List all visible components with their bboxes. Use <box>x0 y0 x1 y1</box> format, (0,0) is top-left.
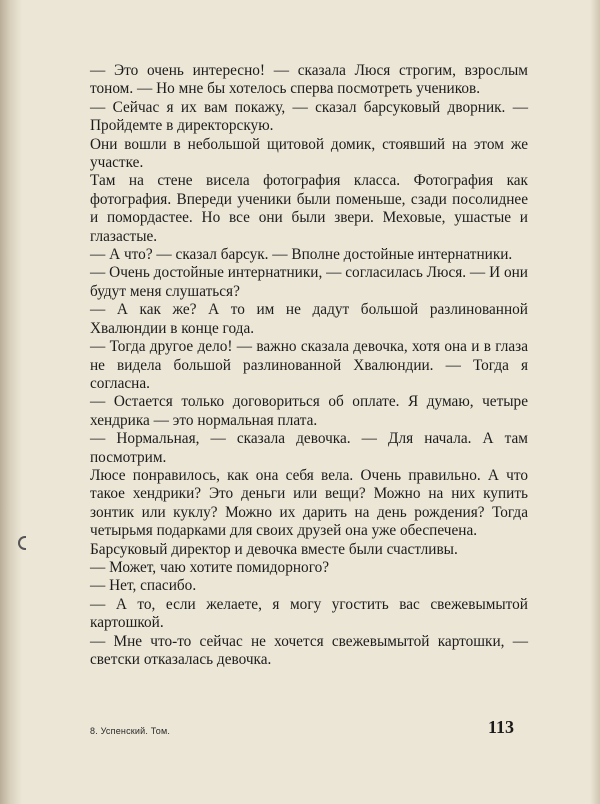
paragraph: — А что? — сказал барсук. — Вполне достойные интернатники. <box>90 246 513 264</box>
paragraph: — Тогда другое дело! — важно сказала девочка, хотя она и в глаза не видела большой разлинованной Хвалюндии. — Тогда я согласна. <box>90 338 528 392</box>
paragraph: — А как же? А то им не дадут большой разлинованной Хвалюндии в конце года. <box>90 301 528 337</box>
paragraph: — Сейчас я их вам покажу, — сказал барсуковый дворник. — Пройдемте в директорскую. <box>90 98 528 135</box>
main-text <box>90 62 528 669</box>
paragraph: Барсуковый директор и девочка вместе были счастливы. <box>90 540 458 558</box>
paragraph: Люсе понравилось, как она себя вела. Очень правильно. А что такое хендрики? Это деньги или вещи? Можно на них купить зонтик или куклу? Можно их дарить на день рождения? Тогда четырьмя подарками для своих друзей она уже обеспечена. <box>90 466 528 540</box>
paragraph: — Очень достойные интернатники, — согласилась Люся. — И они будут меня слушаться? <box>90 264 528 300</box>
paragraph: — А то, если желаете, я могу угостить вас свежевымытой картошкой. <box>90 595 528 632</box>
footer-signature: 8. Успенский. Том. <box>90 726 171 736</box>
paragraph: Они вошли в небольшой щитовой домик, стоявший на этом же участке. <box>90 135 528 172</box>
paragraph: — Это очень интересно! — сказала Люся строгим, взрослым тоном. — Но мне бы хотелось сперва посмотреть учеников. <box>90 62 528 98</box>
page-number: 113 <box>488 717 515 737</box>
spine-shadow <box>0 0 22 804</box>
page-edge <box>590 0 600 804</box>
paragraph: — Мне что-то сейчас не хочется свежевымытой картошки, — светски отказалась девочка. <box>90 632 528 668</box>
paragraph: — Может, чаю хотите помидорного? <box>90 558 330 576</box>
paragraph: — Нормальная, — сказала девочка. — Для начала. А там посмотрим. <box>90 430 528 466</box>
paragraph: — Нет, спасибо. <box>90 577 197 595</box>
paragraph: Там на стене висела фотография класса. Фотография как фотография. Впереди ученики были поменьше, сзади посолиднее и помордастее. Но все они были звери. Меховые, ушастые и глазастые. <box>90 172 528 245</box>
paragraph: — Остается только договориться об оплате. Я думаю, четыре хендрика — это нормальная плата. <box>90 393 528 429</box>
binding-mark <box>18 536 26 550</box>
